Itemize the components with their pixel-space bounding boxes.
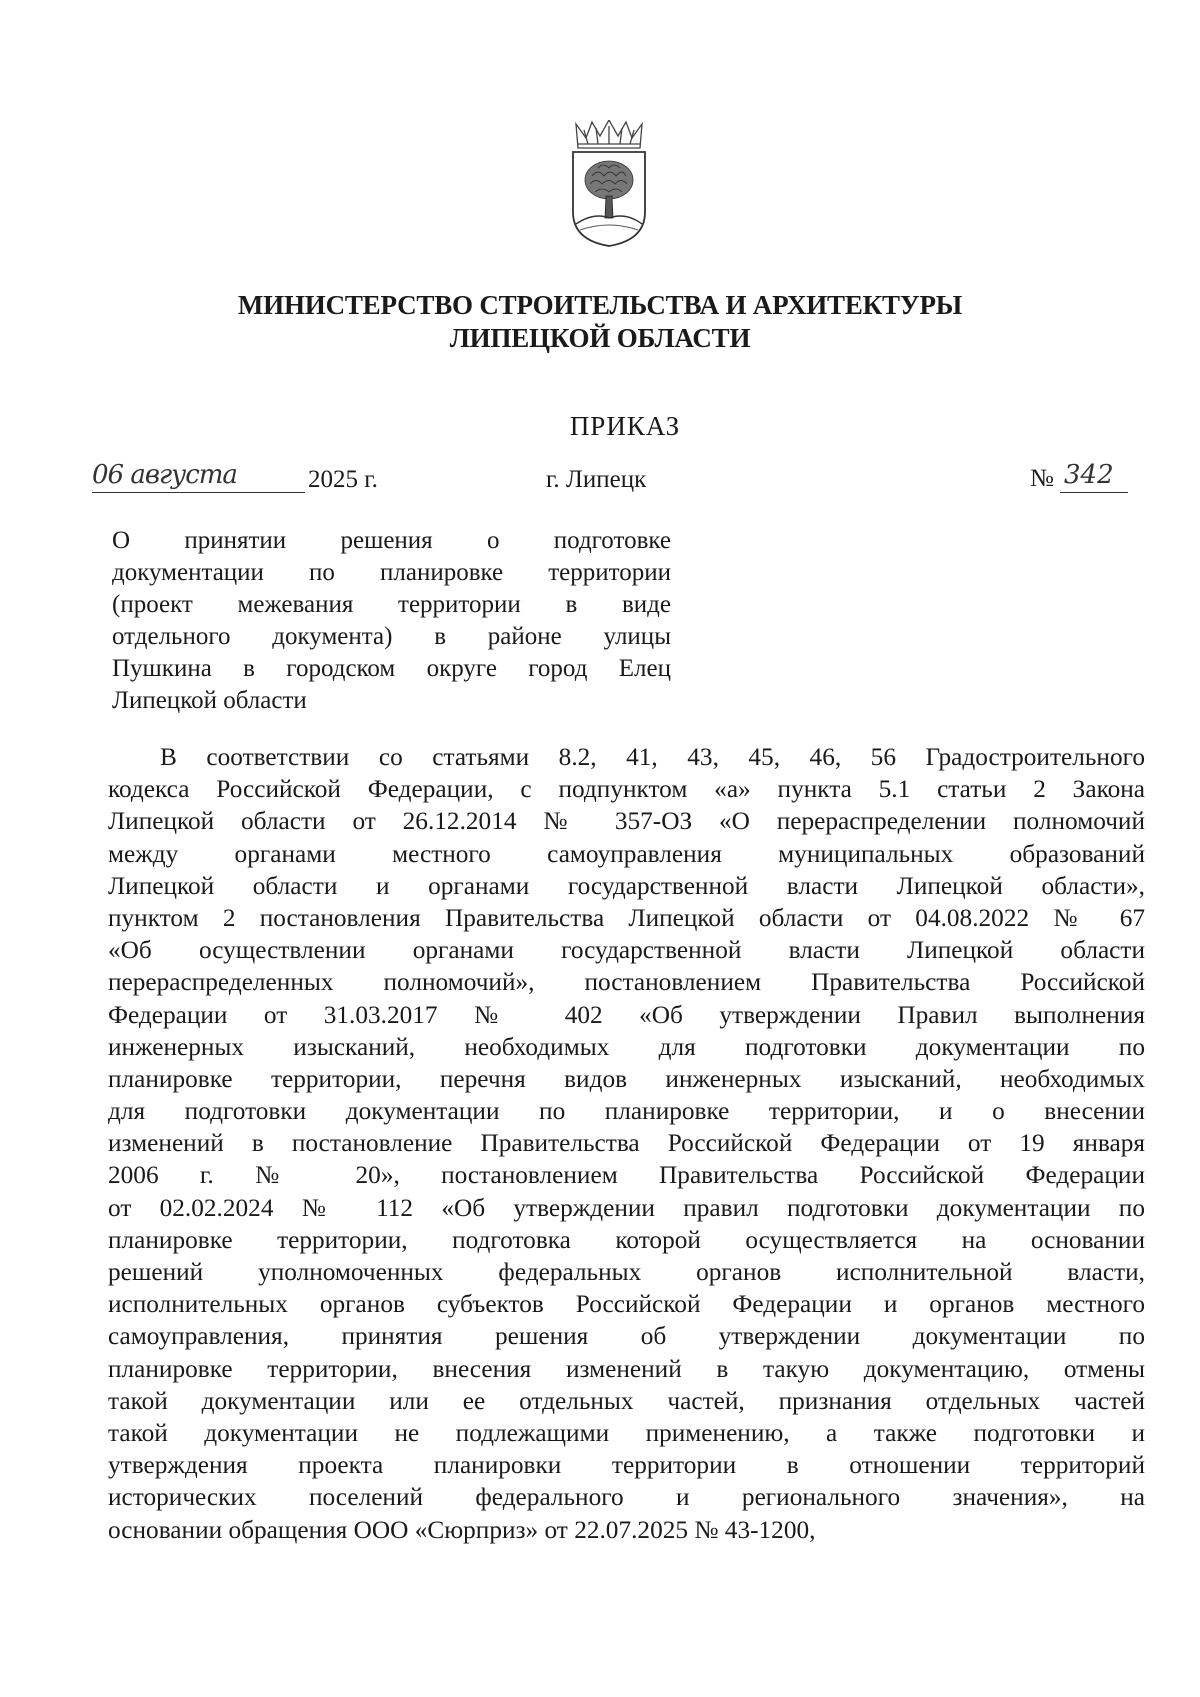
body-line: изменений в постановление Правительства Российской Федерации от 19 января: [108, 1129, 1145, 1158]
body-line: для подготовки документации по планировке территории, и о внесении: [108, 1097, 1145, 1126]
body-line: исторических поселений федерального и регионального значения», на: [108, 1483, 1145, 1512]
lipetsk-coat-of-arms-icon: [570, 120, 648, 248]
body-line: решений уполномоченных федеральных органов исполнительной власти,: [108, 1258, 1145, 1286]
order-year: 2025 г.: [308, 466, 378, 493]
body-line: 2006 г. № 20», постановлением Правительства Российской Федерации: [108, 1161, 1145, 1190]
body-line: «Об осуществлении органами государственной власти Липецкой области: [108, 936, 1145, 965]
body-line: кодекса Российской Федерации, с подпунктом «а» пункта 5.1 статьи 2 Закона: [108, 775, 1145, 804]
order-city: г. Липецк: [546, 466, 647, 493]
body-line: пунктом 2 постановления Правительства Липецкой области от 04.08.2022 № 67: [108, 903, 1145, 932]
body-line: В соответствии со статьями 8.2, 41, 43, 45, 46, 56 Градостроительного: [160, 743, 1145, 771]
subject-line: (проект межевания территории в виде: [112, 591, 671, 618]
order-body-paragraph: [108, 741, 1145, 1546]
order-date-handwritten: 06 августа: [92, 460, 237, 490]
body-line: планировке территории, перечня видов инженерных изысканий, необходимых: [108, 1064, 1145, 1093]
body-line: исполнительных органов субъектов Российской Федерации и органов местного: [108, 1290, 1145, 1319]
body-line: планировке территории, подготовка которой осуществляется на основании: [108, 1225, 1145, 1254]
body-line: перераспределенных полномочий», постановлением Правительства Российской: [108, 968, 1145, 997]
body-line: между органами местного самоуправления муниципальных образований: [108, 839, 1145, 868]
body-line: Липецкой области от 26.12.2014 № 357-ОЗ «О перераспределении полномочий: [108, 807, 1145, 836]
body-line: Федерации от 31.03.2017 № 402 «Об утверждении Правил выполнения: [108, 1000, 1145, 1029]
body-line: утверждения проекта планировки территории в отношении территорий: [108, 1451, 1145, 1480]
order-number-handwritten: 342: [1064, 460, 1114, 490]
ministry-name-line-1: МИНИСТЕРСТВО СТРОИТЕЛЬСТВА И АРХИТЕКТУРЫ: [237, 290, 963, 320]
order-title: ПРИКАЗ: [569, 411, 681, 441]
body-line: такой документации или ее отдельных частей, признания отдельных частей: [108, 1386, 1145, 1415]
body-line: Липецкой области и органами государственной власти Липецкой области»,: [108, 871, 1145, 900]
subject-line: отдельного документа) в районе улицы: [112, 623, 671, 650]
number-underline: [1060, 492, 1128, 493]
body-line: инженерных изысканий, необходимых для подготовки документации по: [108, 1032, 1145, 1061]
subject-line: документации по планировке территории: [112, 559, 671, 586]
body-line: от 02.02.2024 № 112 «Об утверждении правил подготовки документации по: [108, 1193, 1145, 1222]
body-line: такой документации не подлежащими применению, а также подготовки и: [108, 1418, 1145, 1447]
order-number-label: №: [1030, 465, 1054, 492]
subject-line: Пушкина в городском округе город Елец: [112, 655, 671, 682]
ministry-name-line-2: ЛИПЕЦКОЙ ОБЛАСТИ: [449, 323, 751, 353]
body-line: основании обращения ООО «Сюрприз» от 22.07.2025 № 43-1200,: [108, 1515, 816, 1544]
date-underline: [92, 492, 305, 493]
subject-line: О принятии решения о подготовке: [112, 527, 671, 554]
body-line: самоуправления, принятия решения об утверждении документации по: [108, 1322, 1145, 1351]
order-subject: [112, 525, 671, 717]
subject-line: Липецкой области: [112, 687, 307, 714]
body-line: планировке территории, внесения изменений в такую документацию, отмены: [108, 1354, 1145, 1383]
